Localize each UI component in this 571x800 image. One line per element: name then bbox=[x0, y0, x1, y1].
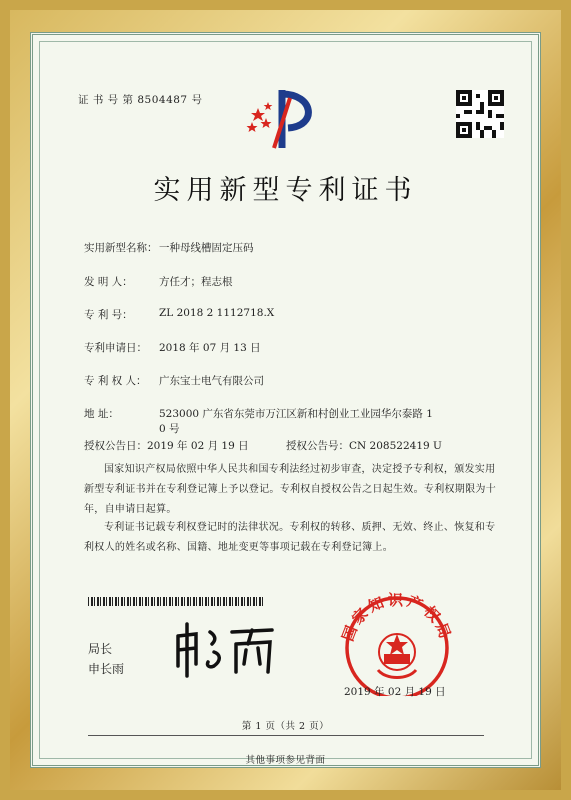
footer-divider bbox=[88, 735, 484, 736]
certificate-number: 证 书 号 第 8504487 号 bbox=[78, 94, 203, 106]
qr-code-icon bbox=[456, 90, 504, 138]
signature-image bbox=[170, 618, 280, 680]
inventor-label: 发 明 人： bbox=[84, 276, 133, 288]
barcode bbox=[88, 597, 264, 606]
logo-star-4 bbox=[264, 102, 273, 110]
application-date-label: 专利申请日： bbox=[84, 342, 147, 354]
seal-text: 国家知识产权局 bbox=[338, 591, 456, 644]
patent-number-label: 专 利 号： bbox=[84, 309, 133, 321]
back-note: 其他事项参见背面 bbox=[245, 755, 326, 766]
patentee-label: 专 利 权 人： bbox=[84, 375, 147, 387]
logo-star-1 bbox=[251, 108, 265, 121]
patent-office-logo bbox=[244, 86, 324, 150]
logo-letter-p bbox=[282, 90, 308, 148]
invention-name-label: 实用新型名称： bbox=[84, 242, 158, 254]
certificate-title: 实用新型专利证书 bbox=[153, 175, 418, 206]
page-info: 第 1 页（共 2 页） bbox=[241, 721, 330, 732]
official-seal bbox=[334, 590, 460, 696]
address-value-line2: 0 号 bbox=[159, 423, 180, 435]
patentee-value: 广东宝士电气有限公司 bbox=[159, 375, 264, 387]
seal-date: 2019 年 02 月 19 日 bbox=[344, 686, 446, 698]
application-date-value: 2018 年 07 月 13 日 bbox=[159, 342, 261, 354]
invention-name-value: 一种母线槽固定压码 bbox=[159, 242, 254, 254]
notice-paragraph-1: 国家知识产权局依照中华人民共和国专利法经过初步审查，决定授予专利权，颁发实用 新型专利证书并在专利登记簿上予以登记。专利权自授权公告之日起生效。专利权期限为十 年，自申请日起算。 bbox=[84, 464, 496, 515]
grant-date: 授权公告日：2019 年 02 月 19 日 bbox=[84, 440, 249, 452]
address-value: 523000 广东省东莞市万江区新和村创业工业园华尔泰路 1 bbox=[159, 408, 433, 420]
director-name: 申长雨 bbox=[88, 662, 125, 676]
address-label: 地 址： bbox=[84, 408, 119, 420]
patent-number-value: ZL 2018 2 1112718.X bbox=[159, 307, 275, 319]
inventor-value: 方任才；程志根 bbox=[159, 276, 233, 288]
logo-star-3 bbox=[247, 122, 258, 132]
grant-number: 授权公告号：CN 208522419 U bbox=[286, 440, 442, 452]
director-title: 局长 bbox=[88, 642, 113, 656]
notice-paragraph-2: 专利证书记载专利权登记时的法律状况。专利权的转移、质押、无效、终止、恢复和专 利权人的姓名或名称、国籍、地址变更等事项记载在专利登记簿上。 bbox=[84, 522, 496, 553]
